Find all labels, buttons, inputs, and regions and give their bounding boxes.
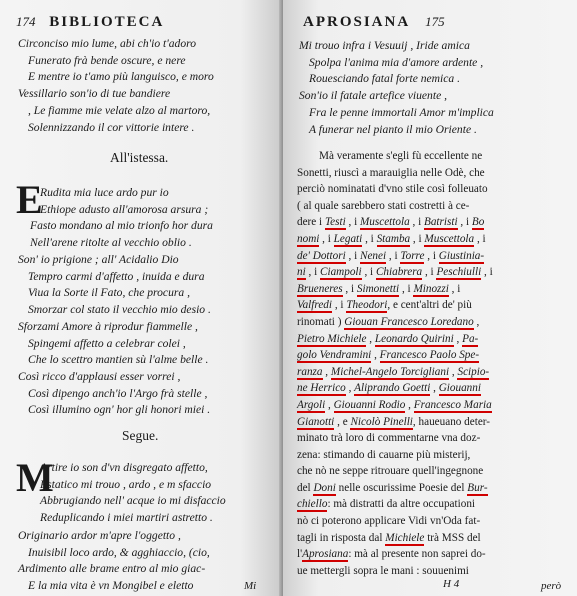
right-running-title: APROSIANA bbox=[303, 14, 410, 30]
prose-text: l' bbox=[297, 548, 303, 561]
verse-line: Così dipengo anch'io l'Argo frà stelle , bbox=[28, 386, 208, 400]
verse-line: Smorzar col stato il vecchio mio desio . bbox=[28, 303, 211, 317]
prose-text: : mà distratti da altre occupationi bbox=[327, 498, 476, 511]
prose-line: perciò nominatati d'vno stile così folleuato bbox=[297, 183, 488, 196]
underlined-name: Valfredi bbox=[297, 299, 333, 312]
prose-line: che nò ne seppe ritrouare quell'ingegnone bbox=[297, 465, 484, 478]
prose-line: Valfredi , i Theodori, e cent'altri de' più bbox=[297, 299, 472, 312]
verse-line: Che lo scettro mantien sù l'alme belle . bbox=[28, 353, 209, 367]
underlined-name: Batristi bbox=[424, 216, 458, 229]
prose-line: Argoli , Giouanni Rodio , Francesco Maria bbox=[297, 398, 492, 411]
left-running-head bbox=[16, 14, 278, 31]
prose-line: ue mettergli sopra le mani : souuenimi bbox=[297, 564, 469, 577]
left-page-number: 174 bbox=[16, 14, 36, 29]
poem-sonnet-3 bbox=[40, 460, 226, 527]
prose-text: nelle oscurissime Poesie del bbox=[338, 481, 465, 494]
prose-line bbox=[297, 530, 493, 547]
underlined-name: Chiabrera bbox=[375, 266, 423, 279]
verse-line: Ethiope adusto all'amorosa arsura ; bbox=[40, 202, 209, 216]
underlined-name: ranza bbox=[297, 365, 323, 378]
underlined-name: Bur- bbox=[467, 481, 488, 494]
poem-heading: Segue. bbox=[122, 428, 159, 443]
prose-line bbox=[297, 546, 493, 563]
verse-line: Vessillario son'io di tue bandiere bbox=[18, 87, 171, 101]
verse-line: Rudita mia luce ardo pur io bbox=[40, 186, 169, 199]
verse-line: Mi trouo infra i Vesuuij , Iride amica bbox=[299, 39, 470, 52]
prose-paragraph bbox=[297, 148, 493, 579]
prose-text: , e cent'altri de' più bbox=[387, 299, 472, 312]
underlined-name: Simonetti bbox=[356, 282, 400, 295]
underlined-name: Gianotti bbox=[297, 415, 335, 428]
poem-stanza-1 bbox=[18, 36, 214, 136]
poem-sonnet-2 bbox=[30, 185, 213, 252]
underlined-name: Pa- bbox=[462, 332, 479, 345]
underlined-name: Theodori bbox=[346, 299, 388, 312]
prose-text: , haueuano deter- bbox=[412, 415, 491, 428]
underlined-name: Ciampoli bbox=[320, 266, 362, 279]
underlined-name: Argoli bbox=[297, 398, 326, 411]
poem-sonnet-3-cont bbox=[18, 528, 210, 595]
poem-sonnet-2-cont bbox=[18, 252, 211, 419]
prose-text: trà MSS del bbox=[427, 531, 481, 544]
right-catchword: però bbox=[541, 580, 562, 592]
underlined-name: Doni bbox=[313, 481, 336, 494]
underlined-name: Giustinia- bbox=[438, 249, 485, 262]
verse-line: Inuisibil loco ardo, & agghiaccio, (cio, bbox=[28, 545, 210, 559]
verse-line: Fasto mondano al mio trionfo hor dura bbox=[30, 219, 213, 233]
prose-text: tagli in risposta dal bbox=[297, 531, 383, 544]
underlined-name: Giouan Francesco Loredano bbox=[344, 315, 474, 328]
underlined-name: Leonardo Quirini bbox=[374, 332, 454, 345]
prose-line bbox=[297, 480, 493, 497]
underlined-name: Aliprando Goetti bbox=[354, 382, 431, 395]
verse-line: Estatico mi trouo , ardo , e m sfaccio bbox=[40, 477, 212, 491]
underlined-name: Minozzi bbox=[413, 282, 449, 295]
verse-line: Sforzami Amore à riprodur fiammelle , bbox=[18, 319, 198, 333]
right-page bbox=[283, 0, 577, 596]
verse-line: Originario ardor m'apre l'oggetto , bbox=[18, 529, 181, 542]
prose-line: dere i Testi , i Muscettola , i Batristi , i Bo bbox=[297, 216, 485, 229]
underlined-name: Nenei bbox=[360, 249, 387, 262]
verse-line: Abbrugiando nell' acque io mi disfaccio bbox=[40, 494, 226, 508]
verse-line: Son'io il fatale artefice viuente , bbox=[299, 89, 448, 103]
poem-heading: All'istessa. bbox=[110, 150, 169, 165]
drop-cap: E bbox=[16, 177, 43, 222]
verse-line: Spolpa l'anima mia d'amore ardente , bbox=[309, 55, 484, 69]
underlined-name: Legati bbox=[333, 232, 363, 245]
underlined-name: Francesco Maria bbox=[413, 398, 492, 411]
prose-line: nò ci poterono applicare Vidi vn'Oda fat- bbox=[297, 515, 481, 528]
verse-line: Così illumino ogn' hor gli honori miei . bbox=[28, 403, 211, 417]
prose-text: rinomati ) bbox=[297, 315, 342, 328]
underlined-name: Michel-Angelo Torcigliani bbox=[330, 365, 450, 378]
verse-line: Solennizzando il cor vittorie intere . bbox=[28, 120, 195, 134]
underlined-name: Pietro Michiele bbox=[297, 332, 367, 345]
prose-line: zena: stimando di cauarne più misterij, bbox=[297, 448, 471, 461]
prose-line: nomi , i Legati , i Stamba , i Muscettola , i bbox=[297, 232, 486, 245]
verse-line: Son' io prigione ; all' Acidalio Dio bbox=[18, 253, 179, 266]
verse-line: E mentre io t'amo più languisco, e moro bbox=[28, 70, 214, 84]
verse-line: Spingemi affetto a celebrar colei , bbox=[28, 336, 186, 350]
underlined-name: Aprosiana bbox=[302, 548, 349, 561]
prose-text: del bbox=[297, 481, 311, 494]
verse-line: Viua la Sorte il Fato, che procura , bbox=[28, 286, 190, 300]
left-page bbox=[0, 0, 283, 596]
underlined-name: Scipio- bbox=[457, 365, 490, 378]
left-running-title: BIBLIOTECA bbox=[49, 14, 165, 30]
prose-text: dere i bbox=[297, 216, 323, 229]
verse-line: A funerar nel pianto il mio Oriente . bbox=[309, 122, 477, 136]
verse-line: Tempro carmi d'affetto , inuida e dura bbox=[28, 269, 205, 283]
underlined-name: Muscettola bbox=[359, 216, 410, 229]
verse-line: Ardimento alle brame entro al mio giac- bbox=[18, 562, 206, 576]
verse-line: Fra le penne immortali Amor m'implica bbox=[309, 105, 494, 119]
prose-line: Sonetti, riuscì a marauiglia nelle Odè, che bbox=[297, 166, 485, 179]
left-catchword: Mi bbox=[244, 580, 257, 592]
underlined-name: chiello bbox=[297, 498, 328, 511]
verse-line: Circonciso mio lume, abi ch'io t'adoro bbox=[18, 37, 196, 50]
prose-line: Pietro Michiele , Leonardo Quirini , Pa- bbox=[297, 332, 479, 345]
verse-line: Funerato frà bende oscure, e nere bbox=[28, 53, 186, 67]
underlined-name: Giouanni Rodio bbox=[333, 398, 406, 411]
prose-line: Mà veramente s'egli fù eccellente ne bbox=[319, 150, 483, 162]
prose-line: golo Vendramini , Francesco Paolo Spe- bbox=[297, 349, 480, 362]
signature-mark: H 4 bbox=[443, 578, 460, 590]
underlined-name: Torre bbox=[400, 249, 425, 262]
prose-line: de' Dottori , i Nenei , i Torre , i Giustinia- bbox=[297, 249, 485, 262]
poem-stanza-right bbox=[299, 38, 494, 138]
prose-line: rinomati ) Giouan Francesco Loredano , bbox=[297, 315, 480, 328]
verse-line: E la mia vita è vn Mongibel e eletto bbox=[28, 579, 194, 593]
prose-line: Brueneres , i Simonetti , i Minozzi , i bbox=[297, 282, 461, 295]
prose-line: ( al quale sarebbero stati costretti à ce- bbox=[297, 199, 470, 212]
underlined-name: Giouanni bbox=[438, 382, 481, 395]
verse-line: Rouesciando fatal forte nemica . bbox=[309, 72, 461, 86]
verse-line: Nell'arene ritolte al vecchio oblio . bbox=[30, 236, 192, 250]
verse-line: Così ricco d'applausi esser vorrei , bbox=[18, 369, 181, 383]
underlined-name: Brueneres bbox=[297, 282, 343, 295]
prose-line bbox=[297, 496, 493, 513]
underlined-name: de' Dottori bbox=[297, 249, 346, 262]
prose-line: ni , i Ciampoli , i Chiabrera , i Peschiulli , i bbox=[297, 266, 493, 279]
underlined-name: Stamba bbox=[376, 232, 411, 245]
verse-line: Reduplicando i miei martiri astretto . bbox=[40, 511, 213, 525]
underlined-name: Bo bbox=[471, 216, 485, 229]
prose-line: Gianotti , e Nicolò Pinelli, haueuano deter- bbox=[297, 415, 491, 428]
underlined-name: ne Herrico bbox=[297, 382, 346, 395]
prose-line: minato trà loro di commentarne vna doz- bbox=[297, 432, 481, 445]
underlined-name: nomi bbox=[297, 232, 320, 245]
underlined-name: golo Vendramini bbox=[297, 349, 372, 362]
underlined-name: ni bbox=[297, 266, 306, 279]
drop-cap: M bbox=[16, 455, 54, 500]
prose-line: ne Herrico , Aliprando Goetti , Giouanni bbox=[297, 382, 481, 395]
right-page-number: 175 bbox=[425, 14, 445, 29]
underlined-name: Muscettola bbox=[424, 232, 475, 245]
underlined-name: Michiele bbox=[385, 531, 425, 544]
prose-text: : mà al presente non saprei do- bbox=[348, 548, 486, 561]
underlined-name: Francesco Paolo Spe- bbox=[379, 349, 480, 362]
underlined-name: Nicolò Pinelli bbox=[350, 415, 413, 428]
underlined-name: Testi bbox=[324, 216, 346, 229]
verse-line: Artire io son d'vn disgregato affetto, bbox=[40, 461, 208, 474]
underlined-name: Peschiulli bbox=[436, 266, 482, 279]
prose-line: ranza , Michel-Angelo Torcigliani , Scipio- bbox=[297, 365, 490, 378]
verse-line: , Le fiamme mie velate alzo al martoro, bbox=[28, 103, 211, 117]
right-running-head bbox=[303, 14, 571, 31]
